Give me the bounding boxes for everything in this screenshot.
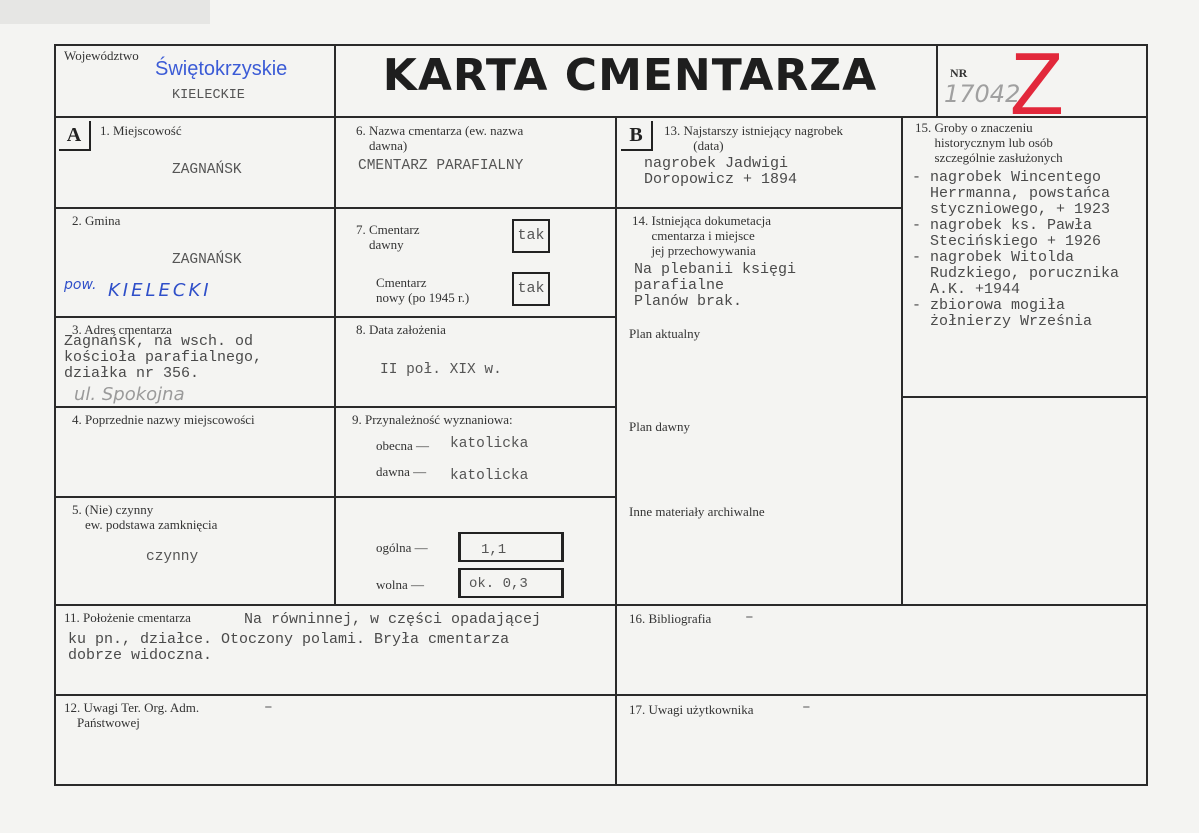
field-14-label: 14. Istniejąca dokumetacja cmentarza i miejsce jej przechowywania [632, 213, 771, 258]
field-3-pencil: ul. Spokojna [74, 384, 185, 405]
field-7-old-label: 7. Cmentarz dawny [356, 222, 420, 252]
frame-line [615, 116, 617, 786]
field-1-value: ZAGNAŃSK [172, 162, 242, 178]
field-3-label: 3. Adres cmentarza [72, 322, 172, 337]
field-5-value: czynny [146, 549, 199, 565]
field-10-total-box [458, 532, 564, 562]
field-1-label: 1. Miejscowość [100, 123, 182, 138]
field-14-current-plan: Plan aktualny [629, 326, 701, 341]
frame-line [54, 406, 617, 408]
field-10-free-box [458, 568, 564, 598]
field-9-former-label: dawna — [376, 464, 427, 479]
frame-line [901, 116, 903, 606]
field-6-label: 6. Nazwa cmentarza (ew. nazwa dawna) [356, 123, 524, 153]
nr-pencil: 17042 [944, 80, 1021, 108]
field-10-total-label: ogólna — [376, 540, 428, 555]
field-7-new-label: Cmentarz nowy (po 1945 r.) [376, 275, 470, 305]
field-8-label: 8. Data założenia [356, 322, 446, 337]
field-2-label: 2. Gmina [72, 213, 121, 228]
frame-line [54, 116, 1148, 118]
frame-line [54, 316, 617, 318]
frame-line [1146, 44, 1148, 786]
frame-line [54, 496, 617, 498]
field-2-value: ZAGNAŃSK [172, 252, 242, 268]
field-15-value: - nagrobek Wincentego Herrmanna, powstańca styczniowego, + 1923 - nagrobek ks. Pawła Stecińskiego + 1926 - nagrobek Witolda Rudzkiego, porucznika A.K. +1944 - zbiorowa mogiła żołnierzy Września [912, 169, 1120, 330]
frame-line [54, 784, 1148, 786]
field-3-value: Zagnańsk, na wsch. od kościoła parafialnego, działka nr 356. [64, 333, 263, 382]
field-17-label: 17. Uwagi użytkownika [629, 702, 754, 717]
field-9-former-value: katolicka [450, 468, 529, 484]
field-10-free-label: wolna — [376, 577, 425, 592]
field-14-other: Inne materiały archiwalne [629, 504, 765, 519]
field-12-value: – [264, 700, 273, 716]
field-12-label: 12. Uwagi Ter. Org. Adm. Państwowej [64, 700, 200, 730]
nr-label: NR [950, 66, 968, 80]
field-2-handwritten: KIELECKI [108, 280, 212, 301]
frame-line [54, 207, 617, 209]
field-14-old-plan: Plan dawny [629, 419, 691, 434]
field-4-label: 4. Poprzednie nazwy miejscowości [72, 412, 255, 427]
field-9-label: 9. Przynależność wyznaniowa: [352, 412, 513, 427]
field-11-label: 11. Położenie cmentarza [64, 610, 191, 625]
field-16-value: – [745, 610, 754, 626]
tape-strip [0, 0, 210, 24]
field-13-value: nagrobek Jadwigi Doropowicz + 1894 [644, 155, 798, 188]
field-7-new-box: tak [512, 272, 550, 306]
section-b-marker: B [621, 121, 653, 151]
field-10-free-value: ok. 0,3 [469, 576, 528, 592]
voivodeship-stamp: Świętokrzyskie [155, 58, 288, 80]
frame-line [54, 44, 56, 786]
section-a-marker: A [59, 121, 91, 151]
nr-letter: Z [1010, 34, 1064, 133]
voivodeship-label: Województwo [64, 48, 139, 63]
field-9-current-value: katolicka [450, 436, 529, 452]
field-17-value: – [802, 700, 811, 716]
field-10-total-value: 1,1 [481, 542, 507, 558]
frame-line [615, 207, 903, 209]
field-15-label: 15. Groby o znaczeniu historycznym lub osób szczególnie zasłużonych [915, 120, 1063, 165]
frame-line [901, 396, 1148, 398]
field-8-value: II poł. XIX w. [380, 362, 502, 378]
voivodeship-typed: KIELECKIE [172, 88, 245, 103]
page-title: KARTA CMENTARZA [382, 50, 878, 101]
field-14-value: Na plebanii księgi parafialne Planów brak. [634, 261, 797, 310]
field-11-value-line1: Na równinnej, w części opadającej [244, 611, 542, 628]
field-2-handwritten-prefix: pow. [64, 277, 97, 293]
field-11-value-rest: ku pn., działce. Otoczony polami. Bryła cmentarza dobrze widoczna. [68, 631, 510, 664]
field-5-label: 5. (Nie) czynny ew. podstawa zamknięcia [72, 502, 218, 532]
frame-line [936, 44, 938, 118]
field-16-label: 16. Bibliografia [629, 611, 712, 626]
field-6-value: CMENTARZ PARAFIALNY [358, 158, 524, 174]
frame-line [54, 694, 1148, 696]
frame-line [54, 604, 1148, 606]
field-13-label: 13. Najstarszy istniejący nagrobek (data) [664, 123, 844, 153]
field-7-old-box: tak [512, 219, 550, 253]
frame-line [334, 44, 336, 604]
field-9-current-label: obecna — [376, 438, 430, 453]
frame-line [54, 44, 1148, 46]
